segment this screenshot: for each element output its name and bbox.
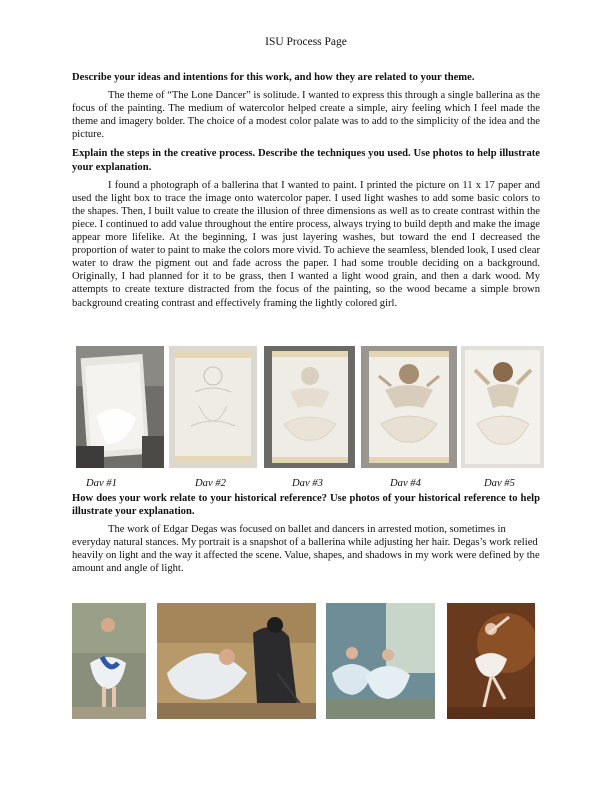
question-historical: How does your work relate to your historical reference? Use photos of your historical reference to help illustrate your explanation. — [72, 493, 540, 518]
caption-dav-3: Dav #3 — [292, 478, 323, 489]
process-photos — [72, 346, 544, 468]
question-process: Explain the steps in the creative process. Describe the techniques you used. Use photos to help illustrate your explanation. — [72, 148, 540, 173]
reference-image-4 — [447, 603, 535, 719]
caption-dav-4: Dav #4 — [390, 478, 421, 489]
document-body — [72, 71, 540, 316]
process-photo-5 — [461, 346, 544, 468]
process-photo-1 — [76, 346, 164, 468]
reference-image-2 — [157, 603, 316, 719]
answer-historical: The work of Edgar Degas was focused on ballet and dancers in arrested motion, sometimes in everyday natural stances. My portrait is a snapshot of a ballerina while adjusting her hair. Degas’s work relied heavily on light and the way it affected the scene. Value, shapes, and shadows in my work were defined by the amount and angle of light. — [72, 524, 540, 575]
process-photo-2 — [169, 346, 257, 468]
caption-dav-2: Dav #2 — [195, 478, 226, 489]
process-photo-4 — [361, 346, 457, 468]
process-captions — [72, 478, 544, 492]
answer-process: I found a photograph of a ballerina that I wanted to paint. I printed the picture on 11 x 17 paper and used the light box to trace the image onto watercolor paper. I used light washes to add some basic colors to the shapes. Then, I built value to create the illusion of three dimensions as well as to create contrast within the piece. I continued to add value throughout the entire process, always trying to build depth and make the image appear more lifelike. At the beginning, I was just layering washes, but toward the end I decreased the proportion of water to paint to make the colors more vivid. To achieve the seamless, blended look, I used clear water to draw the pigment out and fade across the paper. I had some trouble deciding on a background. Originally, I had planned for it to be grass, then I wanted a light wood grain, and then a dark wood. My attempts to create texture distracted from the focus of the painting, so the wood became a simple brown background creating contrast and effectively framing the lightly colored girl. — [72, 179, 540, 309]
question-ideas: Describe your ideas and intentions for this work, and how they are related to your theme. — [72, 72, 475, 83]
reference-image-1 — [72, 603, 146, 719]
process-photo-3 — [264, 346, 355, 468]
answer-ideas: The theme of “The Lone Dancer” is solitude. I wanted to express this through a single ballerina as the focus of the painting. The medium of watercolor helped create a simple, airy feeling which I feel made the theme and imagery bolder. The choice of a modest color palate was to add to the simplicity of the idea and the picture. — [72, 90, 540, 141]
reference-images — [72, 603, 544, 719]
page-title: ISU Process Page — [265, 36, 347, 48]
caption-dav-1: Dav #1 — [86, 478, 117, 489]
caption-dav-5: Dav #5 — [484, 478, 515, 489]
reference-image-3 — [326, 603, 435, 719]
document-body-2 — [72, 492, 540, 582]
